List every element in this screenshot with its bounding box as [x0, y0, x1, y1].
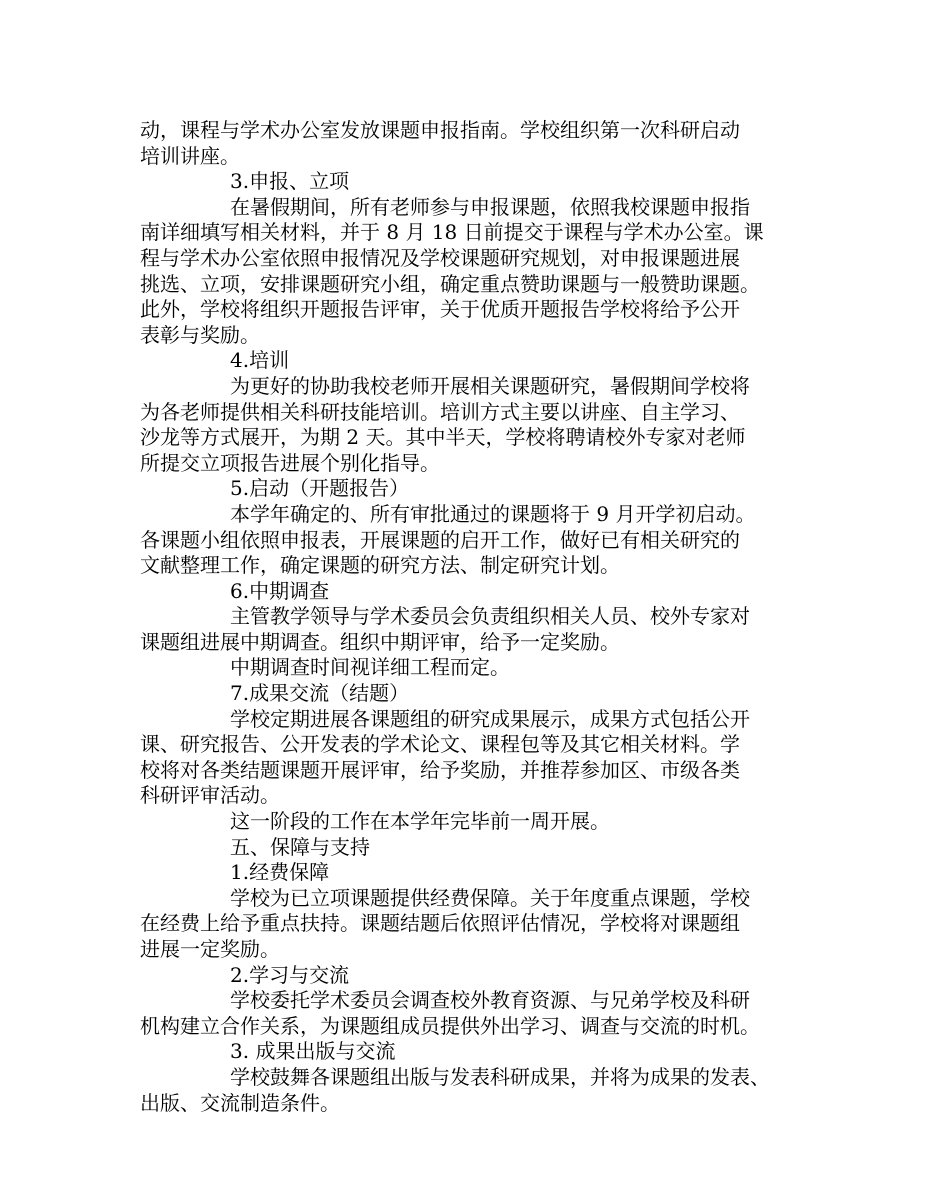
paragraph-line: 本学年确定的、所有审批通过的课题将于 9 月开学初启动。	[230, 501, 756, 526]
section-heading-line: 1.经费保障	[230, 860, 330, 885]
paragraph-line: 在经费上给予重点扶持。课题结题后依照评估情况，学校将对课题组	[140, 911, 740, 936]
paragraph-line: 所提交立项报告进展个别化指导。	[140, 450, 440, 475]
paragraph-line: 校将对各类结题课题开展评审，给予奖励，并推荐参加区、市级各类	[140, 757, 740, 782]
paragraph-line: 动，课程与学术办公室发放课题申报指南。学校组织第一次科研启动	[140, 118, 740, 142]
section-heading-line: 4.培训	[230, 348, 290, 373]
section-heading-line: 3.申报、立项	[230, 169, 350, 194]
paragraph-line: 学校定期进展各课题组的研究成果展示，成果方式包括公开	[230, 706, 750, 731]
paragraph-line: 培训讲座。	[140, 143, 240, 168]
paragraph-line: 机构建立合作关系，为课题组成员提供外出学习、调查与交流的时机。	[140, 1013, 760, 1038]
paragraph-line: 科研评审活动。	[140, 783, 280, 808]
paragraph-line: 学校委托学术委员会调查校外教育资源、与兄弟学校及科研	[230, 988, 750, 1013]
document-page	[140, 118, 830, 1116]
paragraph-line: 此外，学校将组织开题报告评审，关于优质开题报告学校将给予公开	[140, 297, 740, 322]
section-heading-line: 2.学习与交流	[230, 962, 350, 987]
paragraph-line: 进展一定奖励。	[140, 937, 280, 961]
paragraph-line: 主管教学领导与学术委员会负责组织相关人员、校外专家对	[230, 604, 750, 629]
paragraph-line: 在暑假期间，所有老师参与申报课题，依照我校课题申报指	[230, 194, 750, 219]
paragraph-line: 表彰与奖励。	[140, 322, 260, 347]
section-heading-line: 5.启动（开题报告）	[230, 476, 410, 501]
paragraph-line: 文献整理工作，确定课题的研究方法、制定研究计划。	[140, 553, 620, 578]
section-heading-line: 3. 成果出版与交流	[230, 1039, 396, 1064]
section-heading-line: 五、保障与支持	[230, 834, 370, 859]
paragraph-line: 南详细填写相关材料，并于 8 月 18 日前提交于课程与学术办公室。课	[140, 220, 764, 245]
section-heading-line: 7.成果交流（结题）	[230, 681, 410, 706]
paragraph-line: 这一阶段的工作在本学年完毕前一周开展。	[230, 809, 610, 834]
paragraph-line: 出版、交流制造条件。	[140, 1090, 340, 1115]
paragraph-line: 为更好的协助我校老师开展相关课题研究，暑假期间学校将	[230, 373, 750, 398]
paragraph-line: 为各老师提供相关科研技能培训。培训方式主要以讲座、自主学习、	[140, 399, 740, 424]
paragraph-line: 课题组进展中期调查。组织中期评审，给予一定奖励。	[140, 629, 620, 654]
paragraph-line: 沙龙等方式展开，为期 2 天。其中半天，学校将聘请校外专家对老师	[140, 425, 746, 450]
paragraph-line: 课、研究报告、公开发表的学术论文、课程包等及其它相关材料。学	[140, 732, 740, 757]
paragraph-line: 中期调查时间视详细工程而定。	[230, 655, 510, 680]
paragraph-line: 程与学术办公室依照申报情况及学校课题研究规划，对申报课题进展	[140, 245, 740, 270]
paragraph-line: 各课题小组依照申报表，开展课题的启开工作，做好已有相关研究的	[140, 527, 740, 552]
paragraph-line: 挑选、立项，安排课题研究小组，确定重点赞助课题与一般赞助课题。	[140, 271, 760, 296]
section-heading-line: 6.中期调查	[230, 578, 330, 603]
paragraph-line: 学校为已立项课题提供经费保障。关于年度重点课题，学校	[230, 885, 750, 910]
paragraph-line: 学校鼓舞各课题组出版与发表科研成果，并将为成果的发表、	[230, 1064, 770, 1089]
